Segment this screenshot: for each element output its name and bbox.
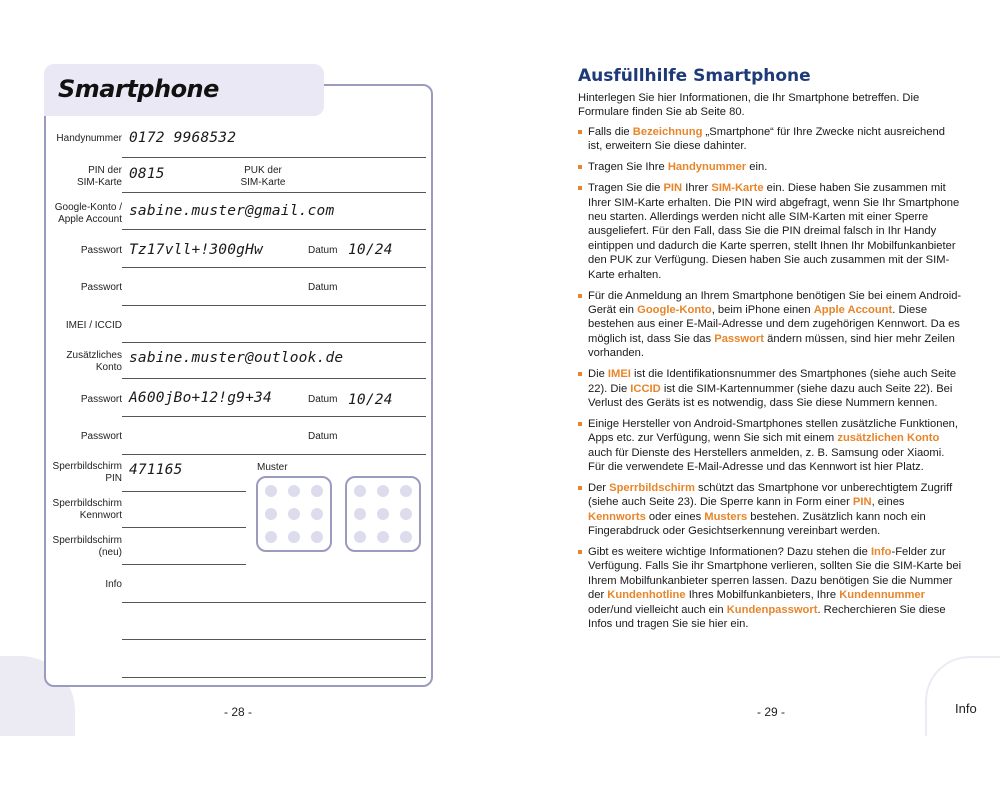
pattern-dot[interactable] xyxy=(354,531,366,543)
bullet-text: Einige Hersteller von Android-Smartphones stellen zusätzliche Funktionen, Apps etc. zur Verfügung, wenn Sie sich mit einem xyxy=(588,417,959,445)
bullet-text: . Recherchieren Sie diese Infos und tragen Sie sie hier ein. xyxy=(588,603,946,631)
highlighted-term: Handynummer xyxy=(667,161,747,174)
field-line xyxy=(122,229,426,230)
label-handynummer: Handynummer xyxy=(56,133,122,144)
value-handynummer[interactable]: 0172 9968532 xyxy=(129,130,237,146)
highlighted-term: Passwort xyxy=(714,332,764,345)
pattern-dot[interactable] xyxy=(354,485,366,497)
label-passwort: Passwort xyxy=(80,245,122,256)
instructions-title: Ausfüllhilfe Smartphone xyxy=(578,66,811,86)
value-passwort[interactable]: A600jBo+12!g9+34 xyxy=(129,390,272,406)
highlighted-term: Kundenhotline xyxy=(607,589,686,602)
value-datum[interactable]: 10/24 xyxy=(348,242,393,258)
pattern-grid[interactable] xyxy=(345,476,421,552)
label-info: Info xyxy=(105,579,122,590)
field-line xyxy=(122,454,426,455)
field-line xyxy=(122,267,426,268)
highlighted-term: Kundennummer xyxy=(839,589,925,602)
label-puk: PUK der SIM-Karte xyxy=(240,165,286,188)
label-sperrbildschirm-neu: Sperrbildschirm (neu) xyxy=(52,535,122,558)
highlighted-term: Info xyxy=(870,546,892,559)
instruction-bullet xyxy=(578,545,962,631)
pattern-dot[interactable] xyxy=(265,508,277,520)
label-sperrbildschirm-pin: Sperrbildschirm PIN xyxy=(52,461,122,484)
field-line xyxy=(122,342,426,343)
pattern-dot[interactable] xyxy=(288,485,300,497)
bullet-text: schützt das Smartphone vor unberechtigtem Zugriff (siehe auch Seite 23). Die Sperre kann in Form einer xyxy=(588,481,953,509)
bullet-text: ein. Diese haben Sie zusammen mit Ihrer SIM-Karte erhalten. Die PIN wird abgefragt, wenn Sie Ihr Smartphone neu starten. Allerdings werden nicht alle SIM-Karten mit einer Sperre ausgeliefert. Für den Fall, dass Sie die PIN dreimal falsch in Ihr Handy eintippen und dadurch die Karte sperren, stellt Ihnen Ihr Mobilfunkanbieter den PUK zur Verfügung. Diesen haben Sie auch zusammen mit der SIM-Karte erhalten. xyxy=(588,182,960,281)
bullet-text: Ihrer xyxy=(682,182,712,195)
pattern-dot[interactable] xyxy=(311,508,323,520)
bullet-text: Falls die xyxy=(588,126,633,138)
label-passwort: Passwort xyxy=(80,394,122,405)
bullet-text: bestehen. Zusätzlich kann noch ein Fingerabdruck oder Gesichtserkennung vereinbart werden. xyxy=(588,510,926,538)
bullet-text: Tragen Sie die xyxy=(588,182,664,195)
bullet-text: Die xyxy=(588,368,608,381)
highlighted-term: Bezeichnung xyxy=(632,126,703,138)
highlighted-term: PIN xyxy=(852,496,872,509)
pattern-dot[interactable] xyxy=(265,531,277,543)
bullet-text: Für die Anmeldung an Ihrem Smartphone benötigen Sie bei einem Android-Gerät ein xyxy=(588,289,962,316)
page-number-right: - 29 - xyxy=(757,705,786,719)
highlighted-term: Kundenpasswort xyxy=(726,603,818,616)
bullet-text: , beim iPhone einen xyxy=(711,303,814,316)
highlighted-term: SIM-Karte xyxy=(711,182,764,195)
instruction-bullet xyxy=(578,160,962,174)
label-google-konto: Google-Konto / Apple Account xyxy=(54,202,122,225)
label-passwort: Passwort xyxy=(80,431,122,442)
pattern-dot[interactable] xyxy=(288,508,300,520)
info-line[interactable] xyxy=(122,602,426,603)
pattern-dot[interactable] xyxy=(265,485,277,497)
pattern-dot[interactable] xyxy=(377,531,389,543)
value-zusaetzliches-konto[interactable]: sabine.muster@outlook.de xyxy=(129,350,344,366)
highlighted-term: Google-Konto xyxy=(637,303,712,316)
form-title-tab xyxy=(44,64,324,116)
bullet-text: oder eines xyxy=(645,510,705,523)
highlighted-term: zusätzlichen Konto xyxy=(837,432,940,445)
value-google-konto[interactable]: sabine.muster@gmail.com xyxy=(129,203,335,219)
label-datum: Datum xyxy=(308,394,338,405)
field-line xyxy=(122,416,426,417)
instructions-list xyxy=(578,125,962,638)
field-line xyxy=(122,564,246,565)
pattern-dot[interactable] xyxy=(400,485,412,497)
instructions-intro: Hinterlegen Sie hier Informationen, die Ihr Smartphone betreffen. Die Formulare finden Sie ab Seite 80. xyxy=(578,92,920,119)
pattern-dot[interactable] xyxy=(400,531,412,543)
info-line[interactable] xyxy=(122,639,426,640)
bullet-text: auch für Dienste des Herstellers anmelden, z. B. Samsung oder Xiaomi. Für die verwendete E-Mail-Adresse und das Kennwort ist hier Platz. xyxy=(588,446,945,474)
bullet-text: -Felder zur Verfügung. Falls Sie ihr Smartphone verlieren, sollten Sie die SIM-Karte bei Ihrem Mobilfunkanbieter sperren lassen. Dazu benötigen Sie die Nummer der xyxy=(588,546,962,602)
bullet-text: Ihres Mobilfunkanbieters, Ihre xyxy=(685,589,840,602)
value-datum[interactable]: 10/24 xyxy=(348,392,393,408)
highlighted-term: ICCID xyxy=(630,382,661,395)
highlighted-term: IMEI xyxy=(607,368,631,381)
bullet-text: Gibt es weitere wichtige Informationen? Dazu stehen die xyxy=(588,546,871,559)
pattern-dot[interactable] xyxy=(377,485,389,497)
instruction-bullet xyxy=(578,367,962,410)
bullet-text: ein. xyxy=(746,161,768,174)
instruction-bullet xyxy=(578,417,962,475)
value-passwort[interactable]: Tz17vll+!300gHw xyxy=(129,242,263,258)
label-datum: Datum xyxy=(308,282,338,293)
instruction-bullet xyxy=(578,125,962,154)
bullet-text: ändern müssen, sind hier mehr Zeilen vorhanden. xyxy=(588,332,955,360)
label-sperrbildschirm-kennwort: Sperrbildschirm Kennwort xyxy=(52,498,122,521)
field-line xyxy=(122,527,246,528)
label-pin: PIN der SIM-Karte xyxy=(76,165,122,188)
instruction-bullet xyxy=(578,181,962,282)
field-line xyxy=(122,305,426,306)
field-line xyxy=(122,491,246,492)
info-line[interactable] xyxy=(122,677,426,678)
bullet-text: , eines xyxy=(871,496,905,509)
bullet-text: oder/und vielleicht auch ein xyxy=(588,603,727,616)
label-imei: IMEI / ICCID xyxy=(65,320,122,331)
value-pin[interactable]: 0815 xyxy=(129,166,165,182)
highlighted-term: PIN xyxy=(663,182,683,195)
pattern-dot[interactable] xyxy=(288,531,300,543)
pattern-dot[interactable] xyxy=(400,508,412,520)
info-tab-label: Info xyxy=(955,701,977,716)
label-datum: Datum xyxy=(308,431,338,442)
field-line xyxy=(122,192,426,193)
info-tab-decoration xyxy=(925,656,1000,736)
instruction-bullet xyxy=(578,289,962,361)
field-line xyxy=(122,157,426,158)
bullet-text: ist die Identifikationsnummer des Smartphones (siehe auch Seite 22). Die xyxy=(588,368,957,395)
page-number-left: - 28 - xyxy=(224,705,253,719)
bullet-text: ist die SIM-Kartennummer (siehe dazu auch Seite 22). Bei Verlust des Geräts ist es notwendig, dass Sie diese Nummern kennen. xyxy=(588,382,953,409)
highlighted-term: Musters xyxy=(704,510,748,523)
label-zusaetzliches-konto: Zusätzliches Konto xyxy=(66,350,122,373)
instruction-bullet xyxy=(578,481,962,539)
value-sperrbildschirm-pin[interactable]: 471165 xyxy=(129,462,183,478)
pattern-dot[interactable] xyxy=(311,485,323,497)
bullet-text: „Smartphone“ für Ihre Zwecke nicht ausreichend ist, erweitern Sie diese dahinter. xyxy=(588,126,945,153)
highlighted-term: Sperrbildschirm xyxy=(609,481,695,494)
bullet-text: Der xyxy=(588,481,610,494)
pattern-grid[interactable] xyxy=(256,476,332,552)
highlighted-term: Kennworts xyxy=(588,510,646,523)
bullet-text: . Diese bestehen aus einer E-Mail-Adresse und dem zugehörigen Kennwort. Da es möglich ist, dass Sie das xyxy=(588,303,960,345)
highlighted-term: Apple Account xyxy=(813,303,893,316)
bullet-text: Tragen Sie Ihre xyxy=(588,161,668,174)
pattern-dot[interactable] xyxy=(377,508,389,520)
pattern-dot[interactable] xyxy=(311,531,323,543)
form-title: Smartphone xyxy=(58,75,219,103)
label-muster: Muster xyxy=(257,462,288,473)
label-datum: Datum xyxy=(308,245,338,256)
field-line xyxy=(122,378,426,379)
pattern-dot[interactable] xyxy=(354,508,366,520)
label-passwort: Passwort xyxy=(80,282,122,293)
